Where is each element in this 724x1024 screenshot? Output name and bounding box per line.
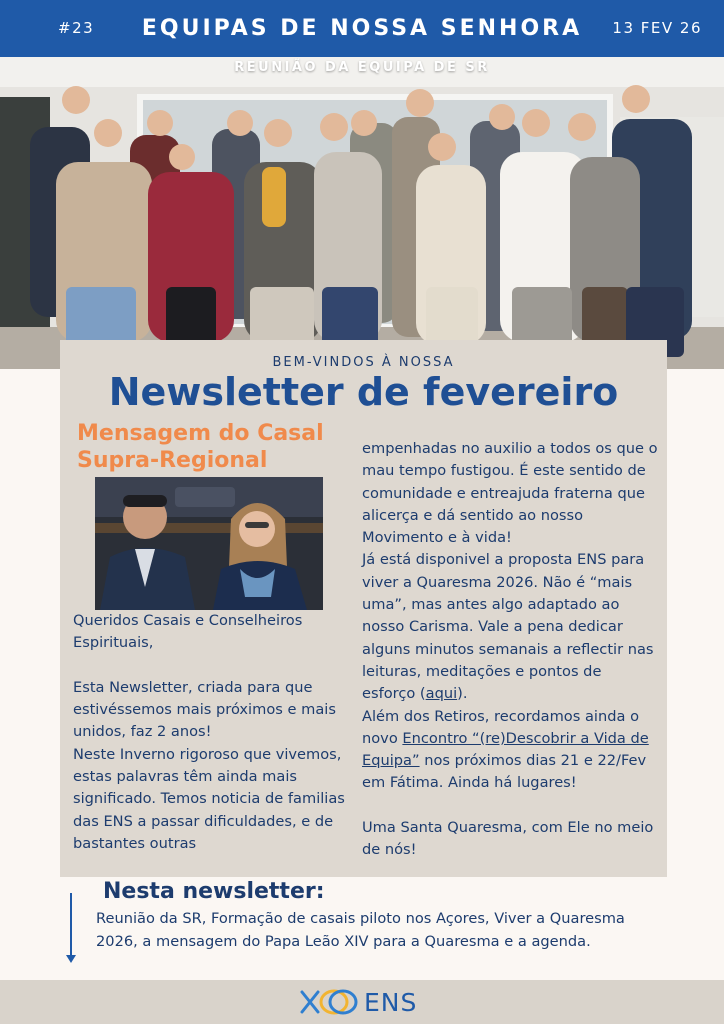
message-paragraph-retreat: Além dos Retiros, recordamos ainda o novo Encontro “(re)Descobrir a Vida de Equipa” nos próximos dias 21 e 22/Fev em Fátima. Ainda há lugares! xyxy=(362,707,649,792)
issue-number: #23 xyxy=(58,19,95,37)
message-column-left xyxy=(73,610,353,855)
hero-caption: REUNIÃO DA EQUIPA DE SR xyxy=(234,60,490,75)
group-photo-illustration xyxy=(0,57,724,369)
message-column-right xyxy=(362,438,658,862)
ens-logo-text: ENS xyxy=(364,988,418,1017)
lent-proposal-link[interactable]: aqui xyxy=(425,685,458,703)
encounter-link[interactable]: Encontro “(re)Descobrir a Vida de Equipa” xyxy=(362,729,649,770)
subhead-line-2: Supra-Regional xyxy=(77,448,268,473)
footer-bar xyxy=(0,980,724,1024)
message-paragraph: Esta Newsletter, criada para que estivéssemos mais próximos e mais unidos, faz 2 anos! xyxy=(73,678,336,741)
welcome-kicker: BEM-VINDOS À NOSSA xyxy=(272,355,455,370)
issue-date: 13 FEV 26 xyxy=(612,19,702,37)
hero-group-photo xyxy=(0,57,724,369)
supra-regional-couple-photo xyxy=(95,477,323,610)
in-this-issue-summary: Reunião da SR, Formação de casais piloto nos Açores, Viver a Quaresma 2026, a mensagem do Papa Leão XIV para a Quaresma e a agenda. xyxy=(96,910,625,950)
section-subhead xyxy=(77,420,324,474)
in-this-issue-title: Nesta newsletter: xyxy=(103,879,325,904)
message-paragraph: Neste Inverno rigoroso que vivemos, estas palavras têm ainda mais significado. Temos noticia de familias das ENS a passar dificuldades, e de bastantes outras xyxy=(73,745,345,852)
down-arrow-head-icon xyxy=(66,955,76,963)
top-banner xyxy=(0,0,724,57)
newsletter-brand-title: EQUIPAS DE NOSSA SENHORA xyxy=(141,16,583,41)
message-greeting: Queridos Casais e Conselheiros Espirituais, xyxy=(73,612,303,652)
message-closing: Uma Santa Quaresma, com Ele no meio de nós! xyxy=(362,819,654,859)
subhead-line-1: Mensagem do Casal xyxy=(77,421,324,446)
down-arrow-icon xyxy=(70,893,72,957)
intro-panel xyxy=(60,340,667,877)
ens-logo-icon xyxy=(300,987,360,1017)
message-paragraph: empenhadas no auxilio a todos os que o mau tempo fustigou. É este sentido de comunidade e entreajuda fraterna que alicerça e dá sentido ao nosso Movimento e à vida! xyxy=(362,440,658,547)
message-paragraph-lent: Já está disponivel a proposta ENS para viver a Quaresma 2026. Não é “mais uma”, mas antes algo adaptado ao nosso Carisma. Vale a pena dedicar alguns minutos semanais a reflectir nas leituras, meditações e pontos de esforço (aqui). xyxy=(362,551,654,703)
newsletter-headline: Newsletter de fevereiro xyxy=(108,370,619,414)
